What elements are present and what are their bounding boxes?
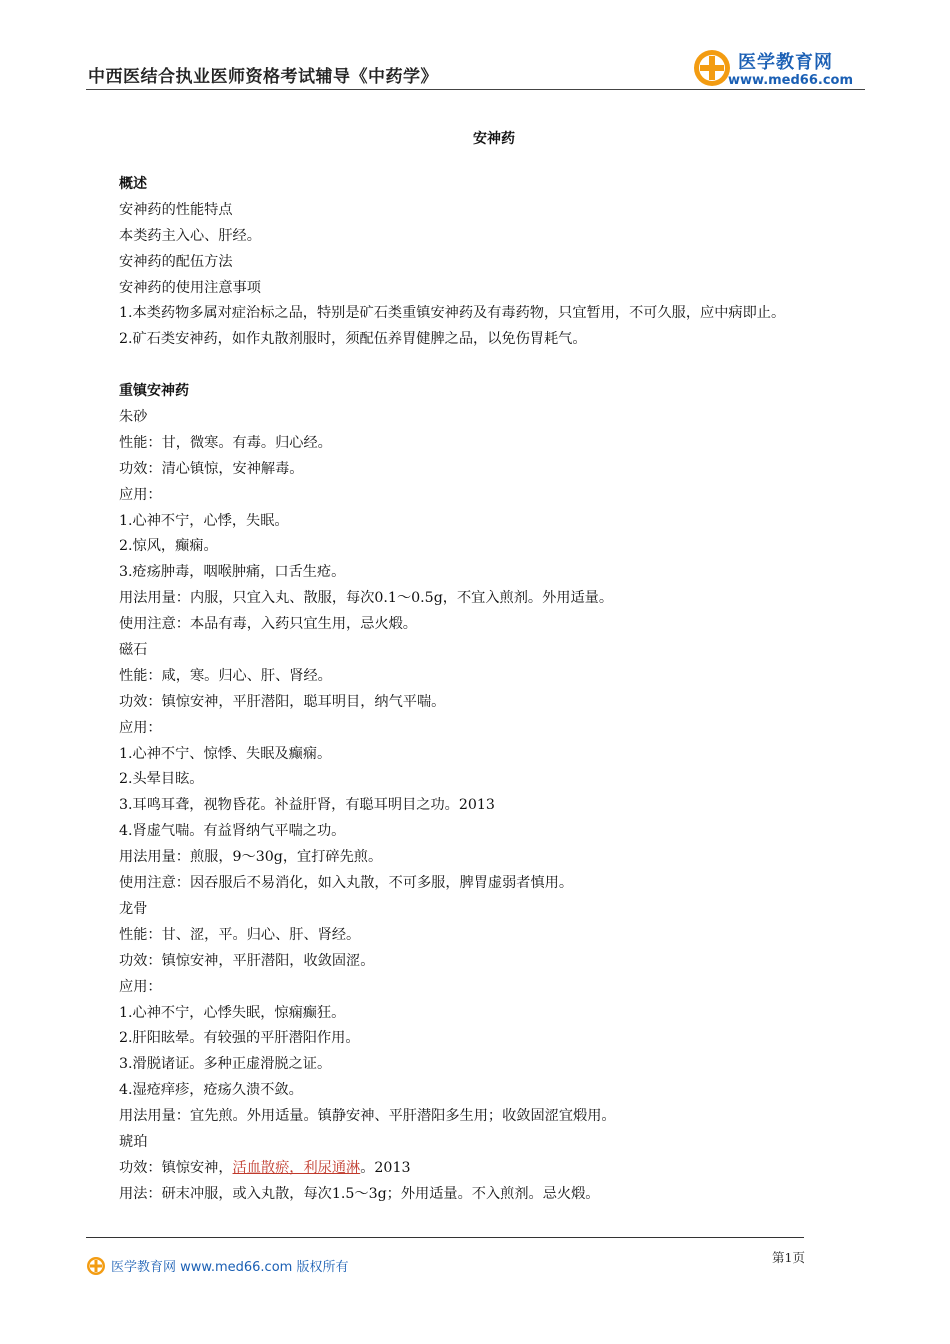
body-line: 3.滑脱诸证。多种正虚滑脱之证。 xyxy=(119,1056,332,1073)
body-line: 朱砂 xyxy=(119,409,148,426)
body-line: 4.湿疮痒疹，疮疡久溃不敛。 xyxy=(119,1082,303,1099)
body-line: 龙骨 xyxy=(119,900,148,917)
body-line: 性能：甘，微寒。有毒。归心经。 xyxy=(119,434,332,451)
body-line: 2.矿石类安神药，如作丸散剂服时，须配伍养胃健脾之品，以免伤胃耗气。 xyxy=(119,331,587,348)
amber-effect-line xyxy=(119,1156,899,1182)
body-line: 用法用量：内服，只宜入丸、散服，每次0.1～0.5g，不宜入煎剂。外用适量。 xyxy=(119,590,614,607)
section-heading: 概述 xyxy=(119,176,147,192)
body-line: 应用： xyxy=(119,719,162,736)
body-line: 3.疮疡肿毒，咽喉肿痛，口舌生疮。 xyxy=(119,564,346,581)
body-line: 应用： xyxy=(119,486,162,503)
body-line: 4.肾虚气喘。有益肾纳气平喘之功。 xyxy=(119,823,346,840)
spacer xyxy=(119,353,899,379)
document-body xyxy=(119,172,899,1208)
body-line: 使用注意：本品有毒，入药只宜生用，忌火煅。 xyxy=(119,616,417,633)
footer-cross-icon xyxy=(86,1256,106,1276)
body-line: 功效：镇惊安神，平肝潜阳，聪耳明目，纳气平喘。 xyxy=(119,693,446,710)
site-logo[interactable] xyxy=(690,44,870,90)
cross-logo-icon xyxy=(692,48,732,88)
body-line: 3.耳鸣耳聋，视物昏花。补益肝肾，有聪耳明目之功。2013 xyxy=(119,797,495,814)
body-line: 2.头晕目眩。 xyxy=(119,771,204,788)
amber-usage-line: 用法：研末冲服，或入丸散，每次1.5～3g；外用适量。不入煎剂。忌火煅。 xyxy=(119,1185,600,1202)
amber-effect-prefix: 功效：镇惊安神， xyxy=(119,1159,233,1176)
body-line: 使用注意：因吞服后不易消化，如入丸散，不可多服，脾胃虚弱者慎用。 xyxy=(119,875,574,892)
body-line: 应用： xyxy=(119,978,162,995)
body-line: 2.肝阳眩晕。有较强的平肝潜阳作用。 xyxy=(119,1030,360,1047)
body-line: 性能：咸，寒。归心、肝、肾经。 xyxy=(119,667,332,684)
body-line: 1.心神不宁，心悸失眠，惊痫癫狂。 xyxy=(119,1004,346,1021)
body-line: 安神药的配伍方法 xyxy=(119,253,233,270)
body-lines xyxy=(119,172,899,1156)
body-line: 琥珀 xyxy=(119,1133,148,1150)
footer-logo xyxy=(86,1256,106,1280)
body-line: 本类药主入心、肝经。 xyxy=(119,227,261,244)
amber-effect-suffix: 。2013 xyxy=(360,1159,411,1176)
body-line: 1.心神不宁、惊悸、失眠及癫痫。 xyxy=(119,745,332,762)
body-line: 2.惊风，癫痫。 xyxy=(119,538,218,555)
footer-divider xyxy=(86,1237,804,1238)
logo-url[interactable]: www.med66.com xyxy=(728,73,854,88)
body-line: 性能：甘、涩，平。归心、肝、肾经。 xyxy=(119,926,361,943)
body-line: 功效：清心镇惊，安神解毒。 xyxy=(119,460,304,477)
body-line: 1.心神不宁，心悸，失眠。 xyxy=(119,512,289,529)
body-line: 功效：镇惊安神，平肝潜阳，收敛固涩。 xyxy=(119,952,375,969)
body-line: 1.本类药物多属对症治标之品，特别是矿石类重镇安神药及有毒药物，只宜暂用，不可久服，应中病即止。 xyxy=(119,305,786,322)
footer-copyright: 医学教育网 www.med66.com 版权所有 xyxy=(111,1260,349,1275)
logo-name: 医学教育网 xyxy=(738,52,833,73)
body-line: 安神药的使用注意事项 xyxy=(119,279,261,296)
body-line: 磁石 xyxy=(119,642,148,659)
body-line: 安神药的性能特点 xyxy=(119,201,233,218)
section-heading: 重镇安神药 xyxy=(119,383,189,400)
body-line: 用法用量：煎服，9～30g，宜打碎先煎。 xyxy=(119,849,383,866)
header-divider xyxy=(86,89,865,90)
page-number: 第1页 xyxy=(772,1250,805,1265)
header-title: 中西医结合执业医师资格考试辅导《中药学》 xyxy=(88,67,438,87)
amber-effect-link[interactable]: 活血散瘀，利尿通淋 xyxy=(232,1159,361,1176)
body-line: 用法用量：宜先煎。外用适量。镇静安神、平肝潜阳多生用；收敛固涩宜煅用。 xyxy=(119,1108,616,1125)
document-title: 安神药 xyxy=(473,131,515,147)
